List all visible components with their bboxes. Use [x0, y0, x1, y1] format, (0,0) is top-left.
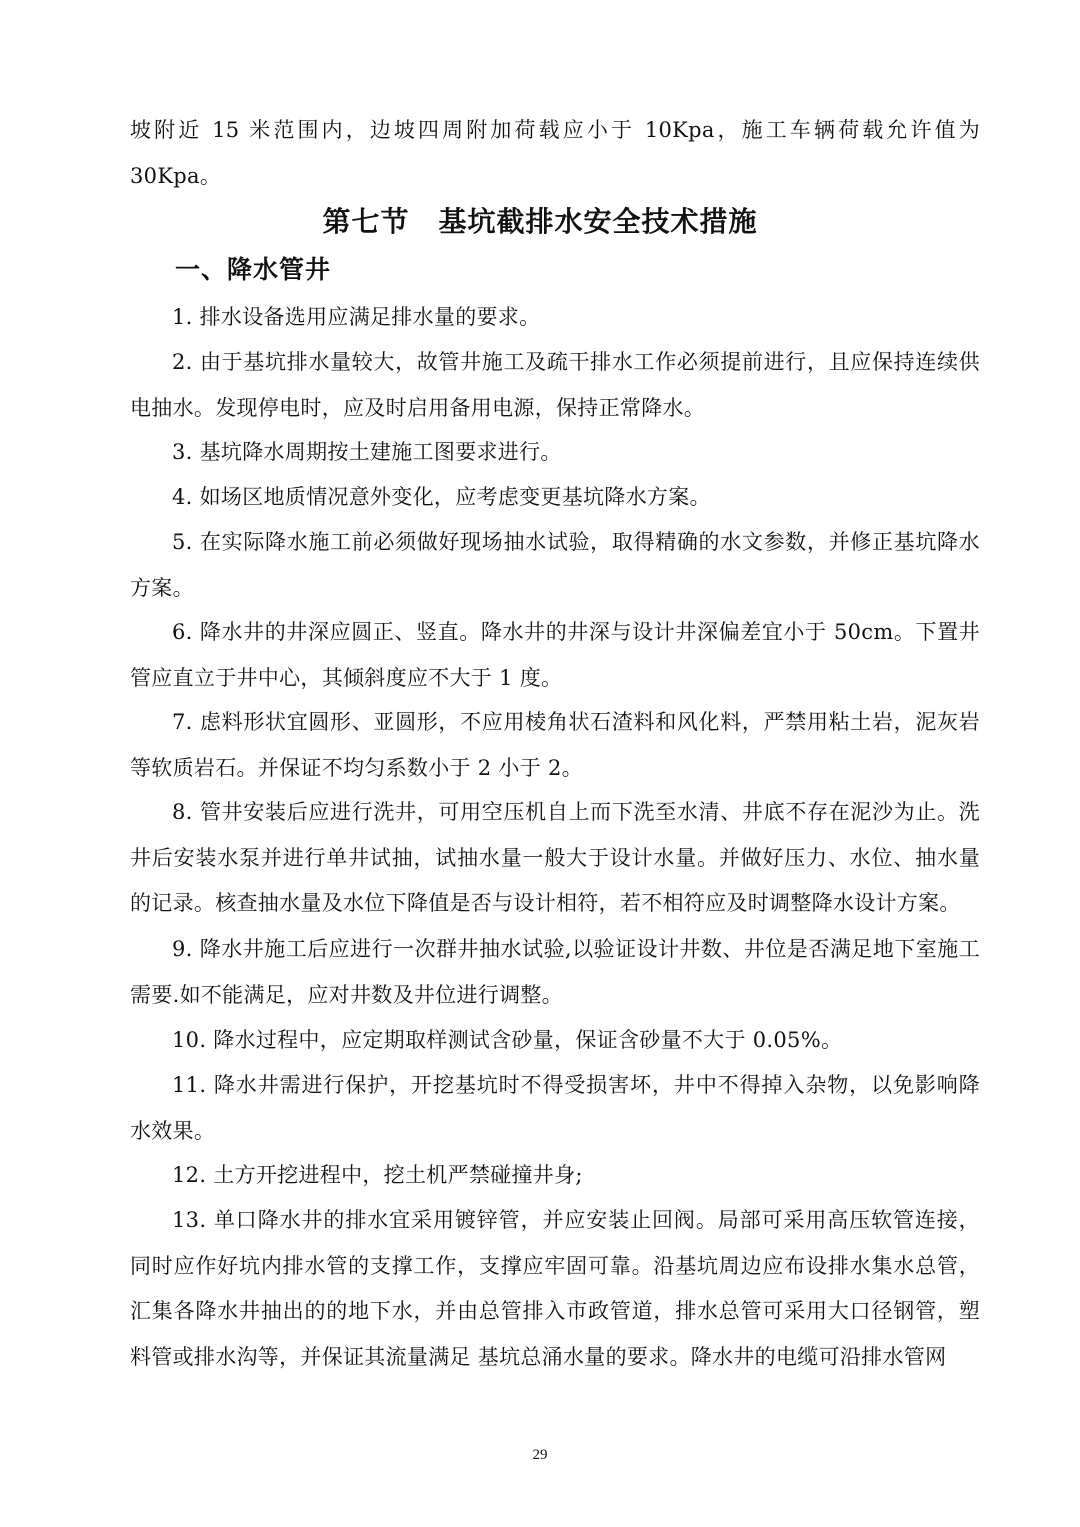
list-item-12: 12. 土方开挖进程中，挖土机严禁碰撞井身; — [172, 1163, 583, 1187]
list-item-8: 8. 管井安装后应进行洗井，可用空压机自上而下洗至水清、井底不存在泥沙为止。洗井后安装水泵并进行单井试抽，试抽水量一般大于设计水量。并做好压力、水位、抽水量的记录。核查抽水量及水位下降值是否与设计相符，若不相符应及时调整降水设计方案。 — [130, 800, 980, 915]
list-item-5: 5. 在实际降水施工前必须做好现场抽水试验，取得精确的水文参数，并修正基坑降水方案。 — [130, 530, 980, 600]
list-item-3: 3. 基坑降水周期按土建施工图要求进行。 — [172, 440, 562, 464]
list-item-6: 6. 降水井的井深应圆正、竖直。降水井的井深与设计井深偏差宜小于 50cm。下置井管应直立于井中心，其倾斜度应不大于 1 度。 — [130, 620, 980, 690]
list-item-10: 10. 降水过程中，应定期取样测试含砂量，保证含砂量不大于 0.05%。 — [172, 1028, 843, 1052]
list-item-1: 1. 排水设备选用应满足排水量的要求。 — [172, 305, 541, 329]
continuation-paragraph: 坡附近 15 米范围内，边坡四周附加荷载应小于 10Kpa，施工车辆荷载允许值为 30Kpa。 — [130, 118, 980, 188]
subsection-title: 一、降水管井 — [175, 255, 332, 284]
list-item-11: 11. 降水井需进行保护，开挖基坑时不得受损害坏，井中不得掉入杂物，以免影响降水效果。 — [130, 1073, 980, 1143]
list-item-13: 13. 单口降水井的排水宜采用镀锌管，并应安装止回阀。局部可采用高压软管连接，同时应作好坑内排水管的支撑工作，支撑应牢固可靠。沿基坑周边应布设排水集水总管，汇集各降水井抽出的的地下水，并由总管排入市政管道，排水总管可采用大口径钢管，塑料管或排水沟等，并保证其流量满足 基坑总涌水量的要求。降水井的电缆可沿排水管网 — [130, 1208, 980, 1369]
page-number: 29 — [532, 1447, 548, 1463]
list-item-9: 9. 降水井施工后应进行一次群井抽水试验,以验证设计井数、井位是否满足地下室施工需要.如不能满足，应对井数及井位进行调整。 — [130, 937, 980, 1007]
list-item-7: 7. 虑料形状宜圆形、亚圆形，不应用棱角状石渣料和风化料，严禁用粘土岩，泥灰岩等软质岩石。并保证不均匀系数小于 2 小于 2。 — [130, 710, 980, 780]
list-item-4: 4. 如场区地质情况意外变化，应考虑变更基坑降水方案。 — [172, 485, 711, 509]
section-title: 第七节 基坑截排水安全技术措施 — [322, 205, 758, 238]
list-item-2: 2. 由于基坑排水量较大，故管井施工及疏干排水工作必须提前进行，且应保持连续供电抽水。发现停电时，应及时启用备用电源，保持正常降水。 — [130, 350, 980, 420]
